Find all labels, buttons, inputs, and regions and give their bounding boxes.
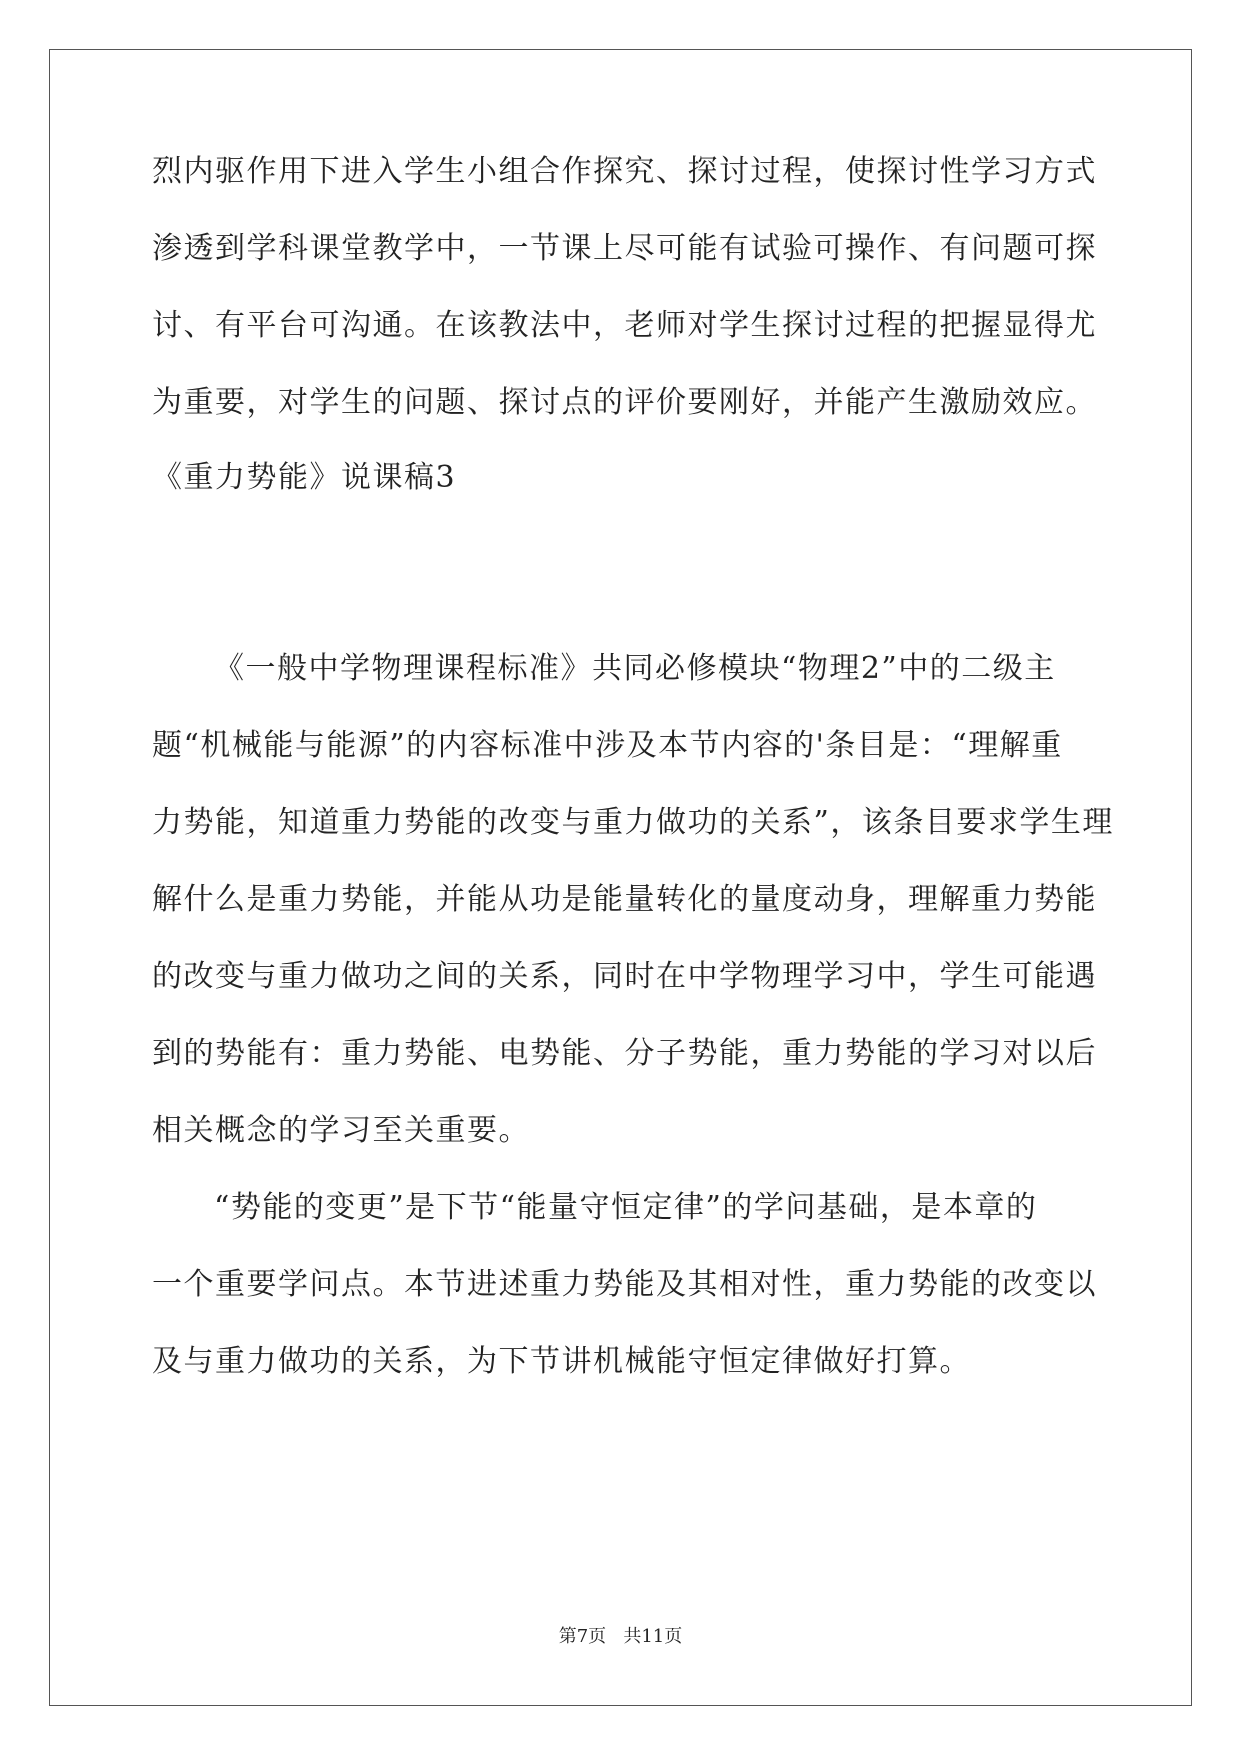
text-line: 到的势能有：重力势能、电势能、分子势能，重力势能的学习对以后 xyxy=(152,1036,1097,1071)
text-line: 力势能，知道重力势能的改变与重力做功的关系”，该条目要求学生理 xyxy=(152,805,1114,840)
text-line: “势能的变更”是下节“能量守恒定律”的学问基础，是本章的 xyxy=(214,1190,1038,1225)
text-line: 烈内驱作用下进入学生小组合作探究、探讨过程，使探讨性学习方式 xyxy=(152,154,1097,189)
section-title: 《重力势能》说课稿3 xyxy=(152,460,457,495)
text-line: 解什么是重力势能，并能从功是能量转化的量度动身，理解重力势能 xyxy=(152,882,1097,917)
text-line: 的改变与重力做功之间的关系，同时在中学物理学习中，学生可能遇 xyxy=(152,959,1097,994)
text-line: 一个重要学问点。本节进述重力势能及其相对性，重力势能的改变以 xyxy=(152,1267,1097,1302)
page-number-footer xyxy=(0,1625,1241,1649)
text-line: 渗透到学科课堂教学中，一节课上尽可能有试验可操作、有问题可探 xyxy=(152,231,1097,266)
page-border xyxy=(49,49,1192,1706)
text-line: 《一般中学物理课程标准》共同必修模块“物理2”中的二级主 xyxy=(214,651,1056,686)
text-line: 题“机械能与能源”的内容标准中涉及本节内容的'条目是：“理解重 xyxy=(152,728,1063,763)
page-number: 第7页 共11页 xyxy=(558,1626,683,1647)
text-line: 为重要，对学生的问题、探讨点的评价要刚好，并能产生激励效应。 xyxy=(152,385,1097,420)
text-line: 及与重力做功的关系，为下节讲机械能守恒定律做好打算。 xyxy=(152,1344,971,1379)
text-line: 相关概念的学习至关重要。 xyxy=(152,1113,530,1148)
text-line: 讨、有平台可沟通。在该教法中，老师对学生探讨过程的把握显得尤 xyxy=(152,308,1097,343)
